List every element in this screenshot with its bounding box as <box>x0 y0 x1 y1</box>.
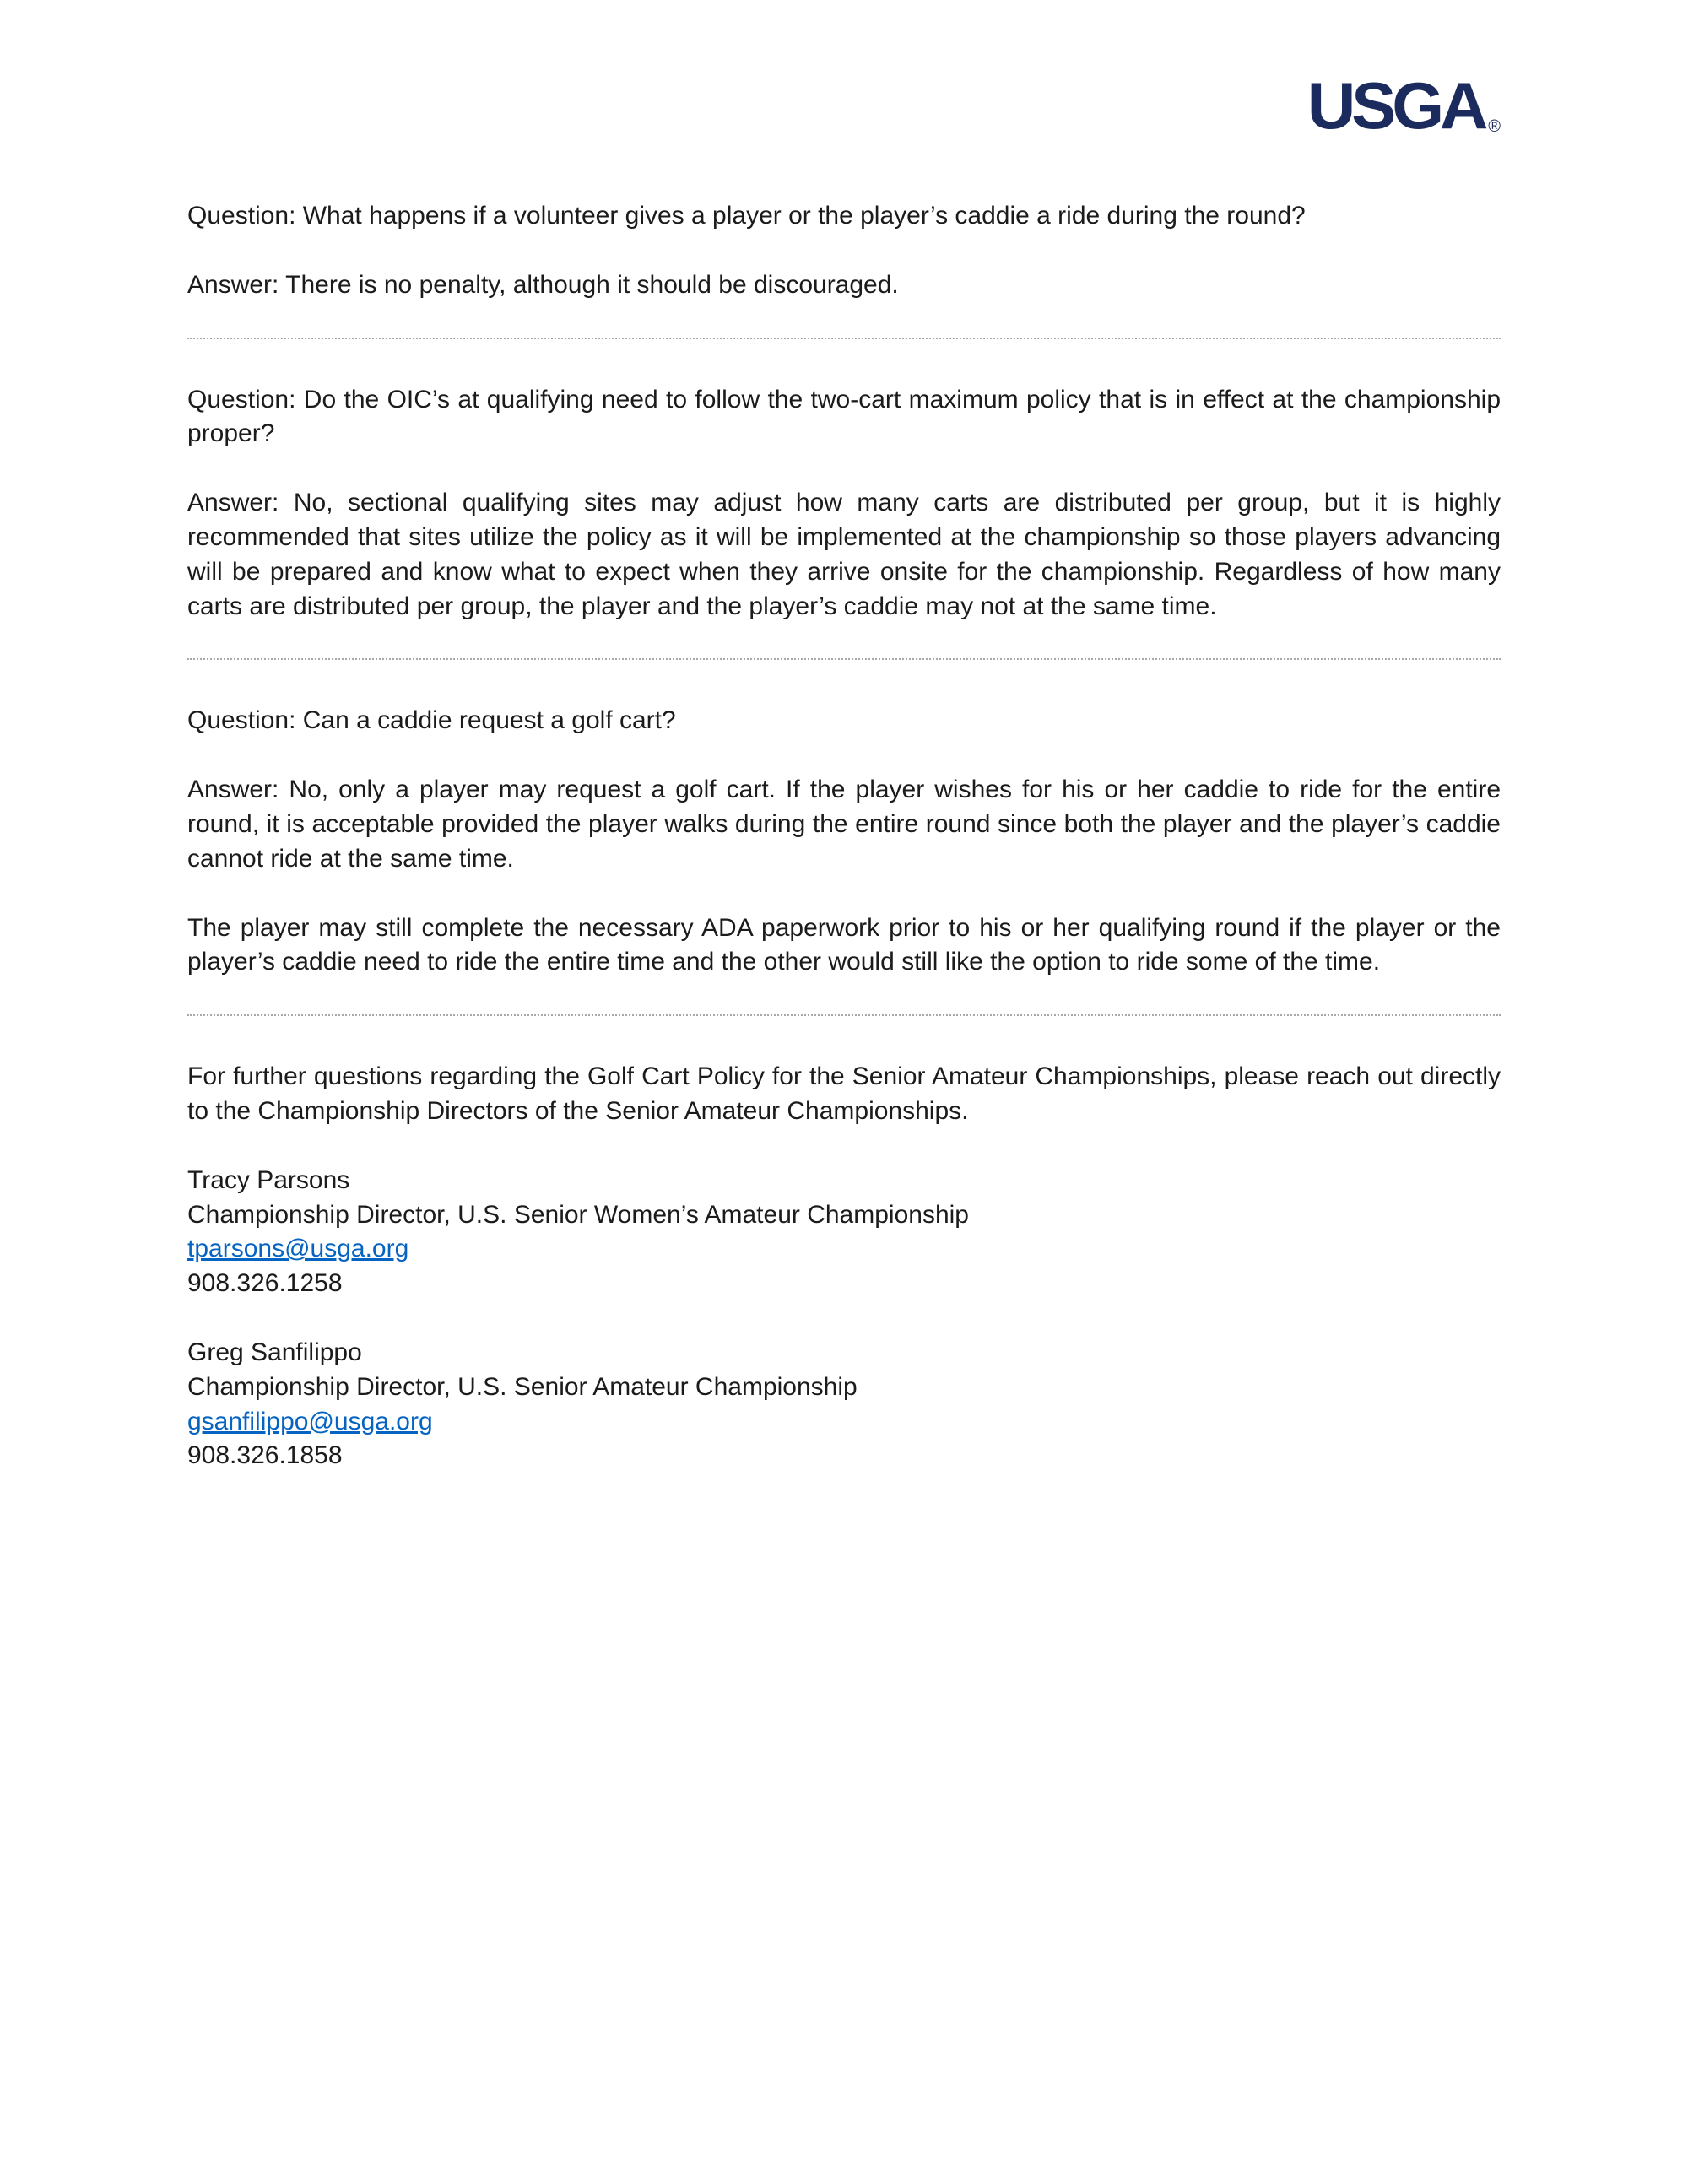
contact-name: Greg Sanfilippo <box>187 1338 362 1366</box>
question-text: Question: Do the OIC’s at qualifying need to follow the two-cart maximum policy that is in effect at the championship proper? <box>187 385 1501 448</box>
answer-text: Answer: No, sectional qualifying sites may adjust how many carts are distributed per group, but it is highly recommended that sites utilize the policy as it will be implemented at the championship so those players advancing will be prepared and know what to expect when they arrive onsite for the championship. Regardless of how many carts are distributed per group, the player and the player’s caddie may not at the same time. <box>187 489 1501 620</box>
contact-block <box>187 1164 1501 1301</box>
contact-name: Tracy Parsons <box>187 1165 350 1194</box>
contact-phone: 908.326.1858 <box>187 1441 343 1470</box>
section-divider <box>187 338 1501 339</box>
email-link[interactable]: tparsons@usga.org <box>187 1235 409 1263</box>
qa-section-caddie-request <box>187 704 1501 980</box>
email-link[interactable]: gsanfilippo@usga.org <box>187 1407 433 1435</box>
usga-logo <box>1307 68 1501 143</box>
question-text: Question: Can a caddie request a golf cart? <box>187 706 676 735</box>
qa-section-volunteer-ride <box>187 199 1501 303</box>
question-text: Question: What happens if a volunteer gives a player or the player’s caddie a ride during the round? <box>187 202 1306 230</box>
answer-text: Answer: There is no penalty, although it should be discouraged. <box>187 270 899 299</box>
header <box>187 68 1501 143</box>
registered-trademark-icon: ® <box>1488 117 1501 136</box>
section-divider <box>187 658 1501 660</box>
contact-title: Championship Director, U.S. Senior Women’s Amateur Championship <box>187 1200 969 1229</box>
contact-title: Championship Director, U.S. Senior Amateur Championship <box>187 1372 858 1401</box>
contact-block <box>187 1336 1501 1473</box>
contact-email-line <box>187 1405 1501 1440</box>
contact-email-line <box>187 1232 1501 1267</box>
contact-phone: 908.326.1258 <box>187 1269 343 1298</box>
usga-logo-text: USGA <box>1307 68 1485 143</box>
closing-paragraph: For further questions regarding the Golf Cart Policy for the Senior Amateur Championships, please reach out directly to the Championship Directors of the Senior Amateur Championships. <box>187 1062 1501 1125</box>
answer-text: The player may still complete the necessary ADA paperwork prior to his or her qualifying round if the player or the player’s caddie need to ride the entire time and the other would still like the option to ride some of the time. <box>187 913 1501 976</box>
section-divider <box>187 1014 1501 1016</box>
qa-section-two-cart-policy <box>187 383 1501 624</box>
answer-text: Answer: No, only a player may request a golf cart. If the player wishes for his or her caddie to ride for the entire round, it is acceptable provided the player walks during the entire round since both the player and the player’s caddie cannot ride at the same time. <box>187 776 1501 873</box>
